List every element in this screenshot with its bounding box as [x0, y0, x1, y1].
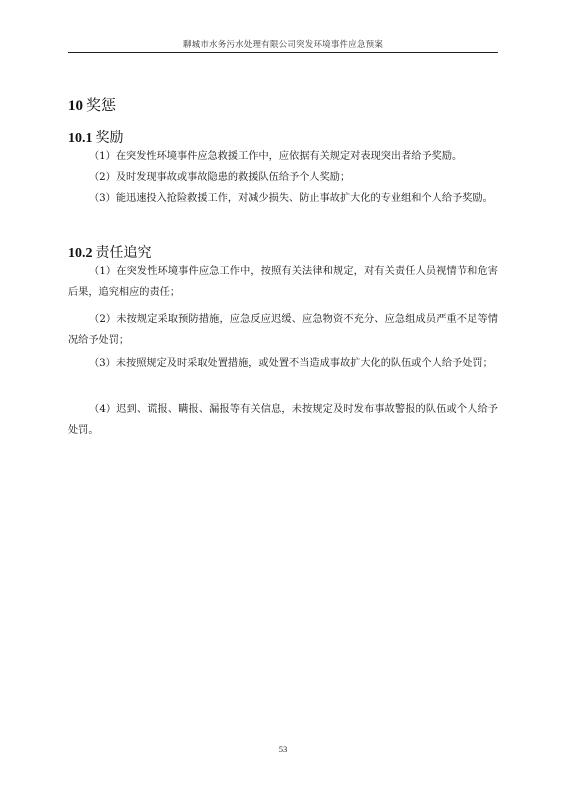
section-heading — [68, 94, 116, 115]
subsection-title: 奖励 — [95, 130, 124, 146]
accountability-item-3: （3）未按照规定及时采取处置措施，或处置不当造成事故扩大化的队伍或个人给予处罚； — [89, 358, 493, 369]
section-title: 奖惩 — [86, 96, 117, 114]
subsection-number: 10.1 — [68, 131, 93, 146]
subsection-heading-rewards — [68, 127, 124, 147]
header-rule — [68, 52, 498, 53]
subsection-number: 10.2 — [68, 246, 93, 261]
accountability-item-1: （1）在突发性环境事件应急工作中，按照有关法律和规定，对有关责任人员视情节和危害后果，追究相应的责任； — [68, 266, 498, 298]
section-number: 10 — [68, 98, 83, 114]
accountability-item-2: （2）未按规定采取预防措施，应急反应迟缓、应急物资不充分、应急组成员严重不足等情况给予处罚； — [68, 314, 498, 346]
subsection-heading-accountability — [68, 242, 152, 262]
page-number: 53 — [278, 744, 288, 754]
reward-item-3: （3）能迅速投入抢险救援工作，对减少损失、防止事故扩大化的专业组和个人给予奖励。 — [89, 193, 493, 204]
accountability-item-4: （4）迟到、谎报、瞒报、漏报等有关信息，未按规定及时发布事故警报的队伍或个人给予处罚。 — [68, 404, 498, 436]
subsection-title: 责任追究 — [95, 245, 152, 261]
reward-item-2: （2）及时发现事故或事故隐患的救援队伍给予个人奖励； — [89, 172, 351, 183]
page-header: 聊城市水务污水处理有限公司突发环境事件应急预案 — [182, 40, 384, 50]
reward-item-1: （1）在突发性环境事件应急救援工作中，应依据有关规定对表现突出者给予奖励。 — [89, 151, 463, 162]
